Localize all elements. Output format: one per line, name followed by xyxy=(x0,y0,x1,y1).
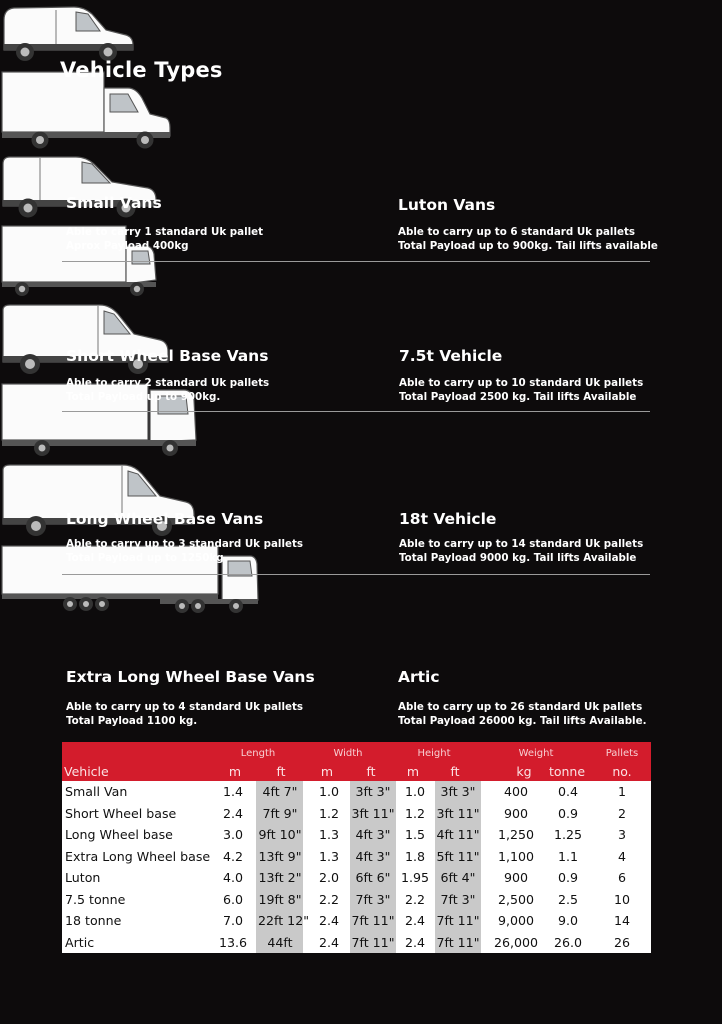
header-width: Width xyxy=(333,748,363,759)
table-cell: 19ft 8" xyxy=(258,891,302,907)
vehicle-name: Small Vans xyxy=(66,194,162,212)
table-cell: 7ft 11" xyxy=(436,913,480,928)
vehicle-payload: Aprox Payload 400kg xyxy=(66,240,189,252)
extra-long-wheel-base-van-icon xyxy=(0,462,198,540)
table-row xyxy=(62,847,651,869)
table-cell: 2.5 xyxy=(557,891,579,907)
table-cell: 1.4 xyxy=(222,784,244,799)
header-length-ft: ft xyxy=(276,764,286,779)
table-cell: 10 xyxy=(613,891,631,907)
header-length-m: m xyxy=(228,764,242,779)
table-cell: 0.9 xyxy=(557,805,579,821)
table-cell: 7ft 9" xyxy=(262,805,298,821)
table-cell: 2.4 xyxy=(404,934,426,950)
table-cell: 7ft 11" xyxy=(351,934,395,950)
table-cell: 26 xyxy=(613,934,631,950)
table-cell: 2,500 xyxy=(497,891,535,907)
vehicle-capacity: Able to carry up to 4 standard Uk pallets xyxy=(66,701,304,713)
table-cell-vehicle: 18 tonne xyxy=(65,913,122,928)
table-cell: 3 xyxy=(617,827,626,842)
table-cell: 6 xyxy=(617,870,626,885)
vehicle-spec-table xyxy=(62,742,651,953)
vehicle-payload: Total Payload up to 900kg. xyxy=(66,391,221,403)
table-cell: 3.0 xyxy=(222,827,244,842)
table-cell: 900 xyxy=(503,805,529,821)
vehicle-name: Artic xyxy=(398,668,440,686)
table-row xyxy=(62,890,651,912)
table-cell: 13ft 2" xyxy=(258,870,302,885)
vehicle-payload: Total Payload up to 1250kg. xyxy=(66,552,228,564)
table-cell-vehicle: Extra Long Wheel base xyxy=(65,848,211,864)
table-cell: 26.0 xyxy=(553,934,583,950)
header-weight-tonne: tonne xyxy=(548,764,586,779)
table-cell: 7ft 3" xyxy=(355,891,391,907)
divider xyxy=(62,411,650,412)
table-cell: 1,250 xyxy=(497,827,535,842)
table-cell: 1.0 xyxy=(318,784,340,799)
vehicle-capacity: Able to carry up to 10 standard Uk pallets xyxy=(399,377,644,389)
table-cell: 2.4 xyxy=(318,934,340,950)
vehicle-capacity: Able to carry up to 6 standard Uk pallets xyxy=(398,226,636,238)
table-cell: 1.95 xyxy=(400,870,430,885)
table-cell-vehicle: Luton xyxy=(65,870,101,885)
vehicle-name: 18t Vehicle xyxy=(399,510,497,528)
small-van-icon xyxy=(0,0,136,66)
table-cell: 26,000 xyxy=(493,934,539,950)
table-cell: 2.2 xyxy=(318,891,340,907)
table-cell: 1,100 xyxy=(497,848,535,864)
table-cell: 3ft 11" xyxy=(351,805,395,821)
table-cell: 2.4 xyxy=(318,913,340,928)
table-cell: 9,000 xyxy=(497,913,535,928)
divider xyxy=(62,574,650,575)
header-width-m: m xyxy=(320,764,334,779)
vehicle-payload: Total Payload 1100 kg. xyxy=(66,715,198,727)
vehicle-name: 7.5t Vehicle xyxy=(399,347,503,365)
vehicle-name: Long Wheel Base Vans xyxy=(66,510,264,528)
luton-van-icon xyxy=(0,70,172,150)
header-length: Length xyxy=(240,748,276,759)
table-cell: 4.0 xyxy=(222,870,244,885)
table-row xyxy=(62,782,651,804)
vehicle-payload: Total Payload 2500 kg. Tail lifts Available xyxy=(399,391,637,403)
table-cell: 4ft 3" xyxy=(355,827,391,842)
table-cell: 0.4 xyxy=(557,784,579,799)
vehicle-payload: Total Payload 26000 kg. Tail lifts Available. xyxy=(398,715,647,727)
table-row xyxy=(62,804,651,826)
table-cell: 1.0 xyxy=(404,784,426,799)
table-cell: 13.6 xyxy=(218,934,248,950)
vehicle-payload: Total Payload up to 900kg. Tail lifts available xyxy=(398,240,658,252)
vehicle-name: Extra Long Wheel Base Vans xyxy=(66,668,315,686)
table-cell-vehicle: 7.5 tonne xyxy=(65,891,126,907)
table-cell: 1.1 xyxy=(557,848,579,864)
vehicle-name: Luton Vans xyxy=(398,196,496,214)
long-wheel-base-van-icon xyxy=(0,302,172,378)
vehicle-capacity: Able to carry up to 26 standard Uk pallets xyxy=(398,701,643,713)
divider xyxy=(62,261,650,262)
table-cell: 1.5 xyxy=(404,827,426,842)
header-weight-kg: kg xyxy=(516,764,532,779)
table-cell: 400 xyxy=(503,784,529,799)
table-cell: 44ft xyxy=(267,934,293,950)
table-cell-vehicle: Artic xyxy=(65,934,95,950)
table-cell: 4.2 xyxy=(222,848,244,864)
table-cell: 5ft 11" xyxy=(436,848,480,864)
header-vehicle: Vehicle xyxy=(64,764,109,779)
table-cell: 4ft 7" xyxy=(262,784,298,799)
table-cell: 7ft 11" xyxy=(351,913,395,928)
vehicle-capacity: Able to carry up to 3 standard Uk pallets xyxy=(66,538,304,550)
table-cell: 2.4 xyxy=(222,805,244,821)
table-cell: 13ft 9" xyxy=(258,848,302,864)
table-cell: 4ft 11" xyxy=(436,827,480,842)
table-cell: 1.3 xyxy=(318,827,340,842)
table-cell: 2.4 xyxy=(404,913,426,928)
table-row xyxy=(62,911,651,933)
table-cell: 22ft 12" xyxy=(258,913,309,928)
table-cell: 14 xyxy=(613,913,631,928)
header-pallets: Pallets xyxy=(605,748,639,759)
table-cell: 0.9 xyxy=(557,870,579,885)
table-cell: 6.0 xyxy=(222,891,244,907)
table-cell: 2.2 xyxy=(404,891,426,907)
table-cell: 3ft 11" xyxy=(436,805,480,821)
table-cell: 900 xyxy=(503,870,529,885)
table-cell: 7.0 xyxy=(222,913,244,928)
table-cell: 1.2 xyxy=(318,805,340,821)
page-title: Vehicle Types xyxy=(60,58,223,82)
header-pallets-no: no. xyxy=(612,764,632,779)
table-cell: 6ft 6" xyxy=(355,870,391,885)
table-cell: 2.0 xyxy=(318,870,340,885)
table-cell: 2 xyxy=(617,805,626,821)
header-height-m: m xyxy=(406,764,420,779)
table-cell-vehicle: Short Wheel base xyxy=(65,805,177,821)
table-cell: 7ft 3" xyxy=(440,891,476,907)
table-row xyxy=(62,825,651,847)
vehicle-capacity: Able to carry up to 14 standard Uk pallets xyxy=(399,538,644,550)
table-cell: 4ft 3" xyxy=(355,848,391,864)
table-cell: 7ft 11" xyxy=(436,934,480,950)
table-cell: 9.0 xyxy=(557,913,579,928)
vehicle-capacity: Able to carry 1 standard Uk pallet xyxy=(66,226,264,238)
table-cell: 1.8 xyxy=(404,848,426,864)
table-row xyxy=(62,868,651,890)
header-weight: Weight xyxy=(518,748,554,759)
table-header xyxy=(62,742,651,781)
table-row xyxy=(62,933,651,955)
vehicle-name: Short Wheel Base Vans xyxy=(66,347,269,365)
table-cell: 1.2 xyxy=(404,805,426,821)
table-cell: 3ft 3" xyxy=(355,784,391,799)
table-cell: 1 xyxy=(617,784,626,799)
table-cell: 9ft 10" xyxy=(258,827,302,842)
table-cell: 1.25 xyxy=(553,827,583,842)
table-cell: 6ft 4" xyxy=(440,870,476,885)
table-cell: 4 xyxy=(617,848,626,864)
vehicle-payload: Total Payload 9000 kg. Tail lifts Available xyxy=(399,552,637,564)
table-cell-vehicle: Small Van xyxy=(65,784,128,799)
header-height: Height xyxy=(417,748,451,759)
table-cell-vehicle: Long Wheel base xyxy=(65,827,173,842)
vehicle-capacity: Able to carry 2 standard Uk pallets xyxy=(66,377,270,389)
table-cell: 1.3 xyxy=(318,848,340,864)
header-width-ft: ft xyxy=(366,764,376,779)
header-height-ft: ft xyxy=(450,764,460,779)
table-cell: 3ft 3" xyxy=(440,784,476,799)
